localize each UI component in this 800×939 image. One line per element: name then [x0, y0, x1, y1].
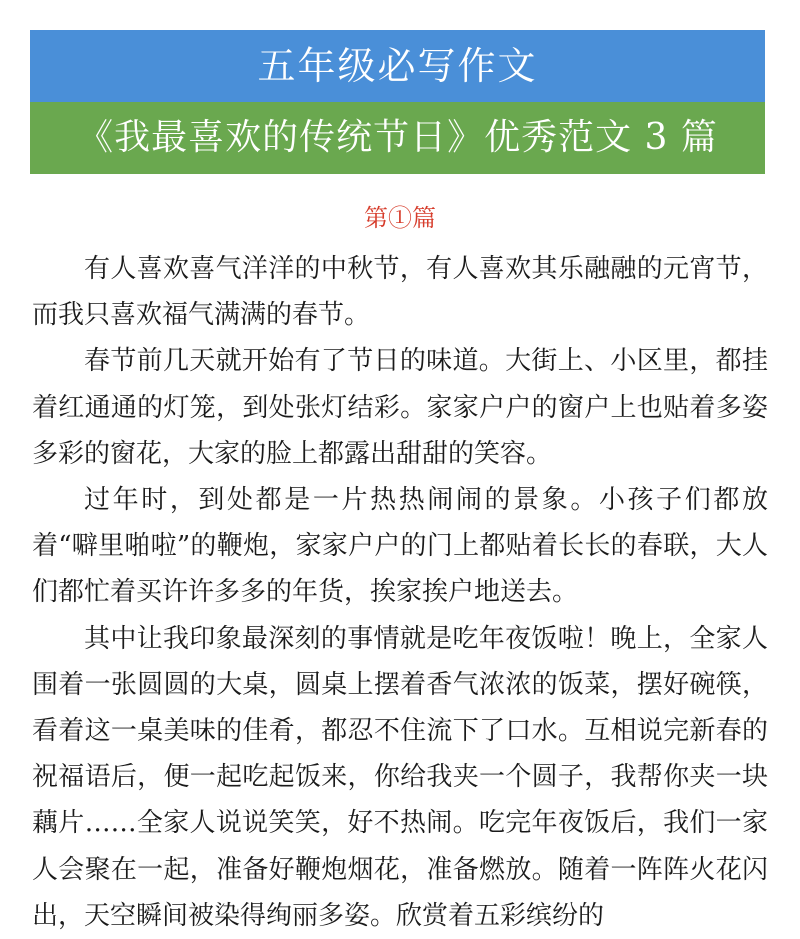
essay-body — [32, 246, 768, 939]
title-banner: 五年级必写作文 — [30, 30, 765, 102]
essay-paragraph: 其中让我印象最深刻的事情就是吃年夜饭啦！晚上，全家人围着一张圆圆的大桌，圆桌上摆着香气浓浓的饭菜，摆好碗筷，看着这一桌美味的佳肴，都忍不住流下了口水。互相说完新春的祝福语后，便一起吃起饭来，你给我夹一个圆子，我帮你夹一块藕片……全家人说说笑笑，好不热闹。吃完年夜饭后，我们一家人会聚在一起，准备好鞭炮烟花，准备燃放。随着一阵阵火花闪出，天空瞬间被染得绚丽多姿。欣赏着五彩缤纷的 — [32, 623, 768, 931]
essay-paragraph: 有人喜欢喜气洋洋的中秋节，有人喜欢其乐融融的元宵节，而我只喜欢福气满满的春节。 — [32, 254, 768, 331]
chapter-heading: 第①篇 — [364, 204, 436, 232]
essay-paragraph: 春节前几天就开始有了节日的味道。大街上、小区里，都挂着红通通的灯笼，到处张灯结彩。家家户户的窗户上也贴着多姿多彩的窗花，大家的脸上都露出甜甜的笑容。 — [32, 346, 768, 469]
subtitle-banner: 《我最喜欢的传统节日》优秀范文 3 篇 — [30, 102, 765, 174]
essay-paragraph: 过年时，到处都是一片热热闹闹的景象。小孩子们都放着“噼里啪啦”的鞭炮，家家户户的门上都贴着长长的春联，大人们都忙着买许许多多的年货，挨家挨户地送去。 — [32, 485, 768, 608]
